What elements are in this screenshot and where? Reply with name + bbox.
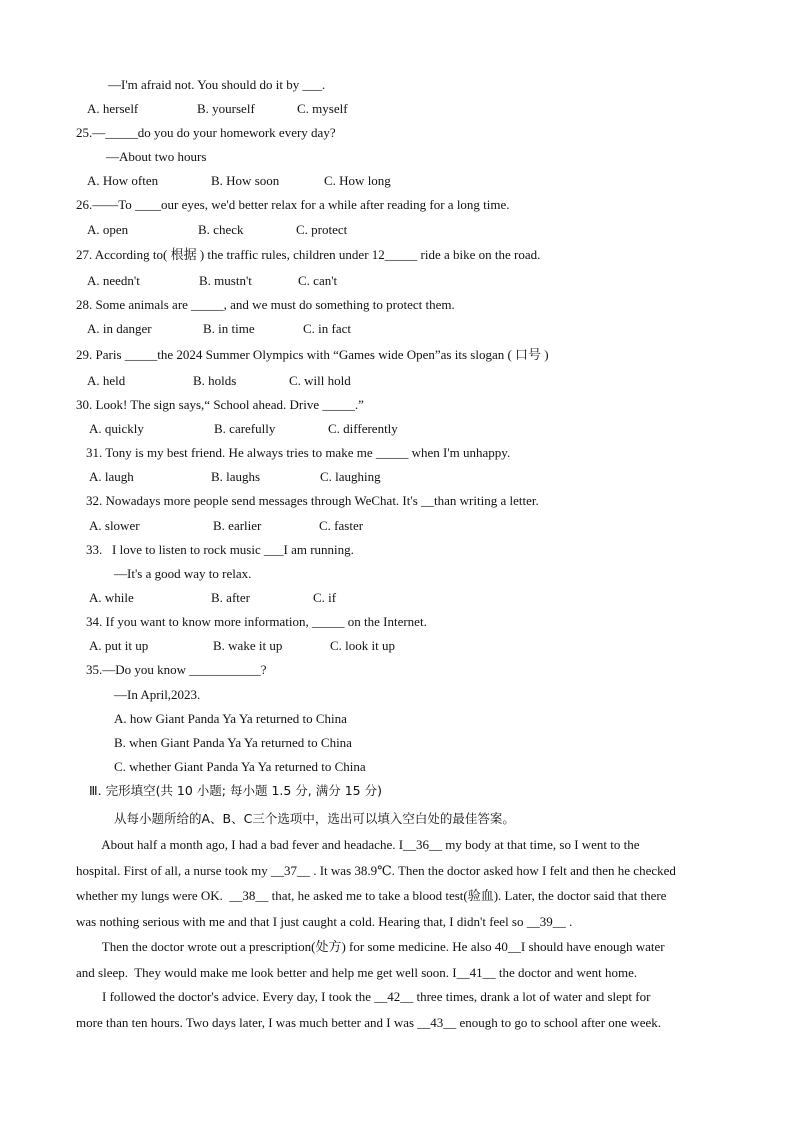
- section-instruction: 从每小题所给的A、B、C三个选项中，选出可以填入空白处的最佳答案。: [114, 811, 515, 826]
- q31-option-a: A. laugh: [89, 469, 134, 484]
- q32-option-a: A. slower: [89, 518, 140, 533]
- q29-option-b: B. holds: [193, 373, 237, 388]
- q28-stem: 28. Some animals are _____, and we must do something to protect them.: [76, 297, 455, 312]
- q34-option-b: B. wake it up: [213, 638, 283, 653]
- passage-line: whether my lungs were OK. __38__ that, he asked me to take a blood test(验血). Later, the doctor said that there: [76, 888, 667, 903]
- q25-stem: 25.—_____do you do your homework every day?: [76, 125, 336, 140]
- passage-paragraph-2: [76, 934, 712, 985]
- q30-option-a: A. quickly: [89, 421, 144, 436]
- passage-line: hospital. First of all, a nurse took my __37__ . It was 38.9℃. Then the doctor asked how I felt and then he checked: [76, 862, 676, 878]
- q26-option-a: A. open: [87, 222, 129, 237]
- q33-stem: 33. I love to listen to rock music ___I am running.: [86, 542, 354, 557]
- q26-option-c: C. protect: [296, 222, 348, 237]
- q33-option-a: A. while: [89, 590, 134, 605]
- q29-option-a: A. held: [87, 373, 126, 388]
- q31-option-c: C. laughing: [320, 469, 381, 484]
- q28-option-b: B. in time: [203, 321, 255, 336]
- q35-option-b: B. when Giant Panda Ya Ya returned to China: [114, 735, 352, 750]
- q27-option-b: B. mustn't: [199, 273, 252, 288]
- q31-stem: 31. Tony is my best friend. He always tries to make me _____ when I'm unhappy.: [86, 445, 511, 460]
- q33-reply: —It's a good way to relax.: [114, 566, 252, 581]
- q24-option-c: C. myself: [297, 101, 348, 116]
- passage-paragraph-1: [76, 832, 712, 934]
- passage-line: About half a month ago, I had a bad fever and headache. I__36__ my body at that time, so I went to the: [76, 837, 640, 852]
- q32-option-c: C. faster: [319, 518, 364, 533]
- passage-line: was nothing serious with me and that I just caught a cold. Hearing that, I didn't feel so __39__ .: [76, 913, 573, 929]
- q24-reply: —I'm afraid not. You should do it by ___.: [108, 77, 326, 92]
- passage-line: and sleep. They would make me look better and help me get well soon. I__41__ the doctor and went home.: [76, 964, 638, 980]
- section-title: Ⅲ. 完形填空(共 10 小题; 每小题 1.5 分, 满分 15 分): [89, 783, 382, 798]
- q25-option-c: C. How long: [324, 173, 391, 188]
- q29-stem: 29. Paris _____the 2024 Summer Olympics with “Games wide Open”as its slogan ( 口号 ): [76, 347, 549, 362]
- q29-option-c: C. will hold: [289, 373, 351, 388]
- q25-option-b: B. How soon: [211, 173, 280, 188]
- passage-paragraph-3: [76, 984, 712, 1035]
- q34-stem: 34. If you want to know more information, _____ on the Internet.: [86, 614, 427, 629]
- q27-option-a: A. needn't: [87, 273, 140, 288]
- q34-option-a: A. put it up: [89, 638, 149, 653]
- q25-option-a: A. How often: [87, 173, 159, 188]
- q26-option-b: B. check: [198, 222, 244, 237]
- q35-option-a: A. how Giant Panda Ya Ya returned to China: [114, 711, 347, 726]
- q35-option-c: C. whether Giant Panda Ya Ya returned to China: [114, 759, 366, 774]
- q33-option-c: C. if: [313, 590, 337, 605]
- q30-option-c: C. differently: [328, 421, 398, 436]
- passage-line: Then the doctor wrote out a prescription(处方) for some medicine. He also 40__I should have enough water: [76, 939, 665, 954]
- q30-stem: 30. Look! The sign says,“ School ahead. Drive _____.”: [76, 397, 364, 412]
- q27-option-c: C. can't: [298, 273, 338, 288]
- q32-stem: 32. Nowadays more people send messages through WeChat. It's __than writing a letter.: [86, 493, 539, 508]
- q32-option-b: B. earlier: [213, 518, 262, 533]
- q24-option-b: B. yourself: [197, 101, 255, 116]
- q25-reply: —About two hours: [106, 149, 207, 164]
- passage-line: more than ten hours. Two days later, I was much better and I was __43__ enough to go to school after one week.: [76, 1014, 661, 1030]
- q26-stem: 26.——To ____our eyes, we'd better relax for a while after reading for a long time.: [76, 197, 510, 212]
- q34-option-c: C. look it up: [330, 638, 396, 653]
- q28-option-c: C. in fact: [303, 321, 352, 336]
- q35-reply: —In April,2023.: [114, 687, 201, 702]
- q35-stem: 35.—Do you know ___________?: [86, 662, 267, 677]
- q30-option-b: B. carefully: [214, 421, 276, 436]
- passage-line: I followed the doctor's advice. Every day, I took the __42__ three times, drank a lot of water and slept for: [76, 989, 651, 1004]
- q28-option-a: A. in danger: [87, 321, 152, 336]
- q24-option-a: A. herself: [87, 101, 139, 116]
- q31-option-b: B. laughs: [211, 469, 261, 484]
- q27-stem: 27. According to( 根据 ) the traffic rules, children under 12_____ ride a bike on the road.: [76, 247, 541, 262]
- q33-option-b: B. after: [211, 590, 250, 605]
